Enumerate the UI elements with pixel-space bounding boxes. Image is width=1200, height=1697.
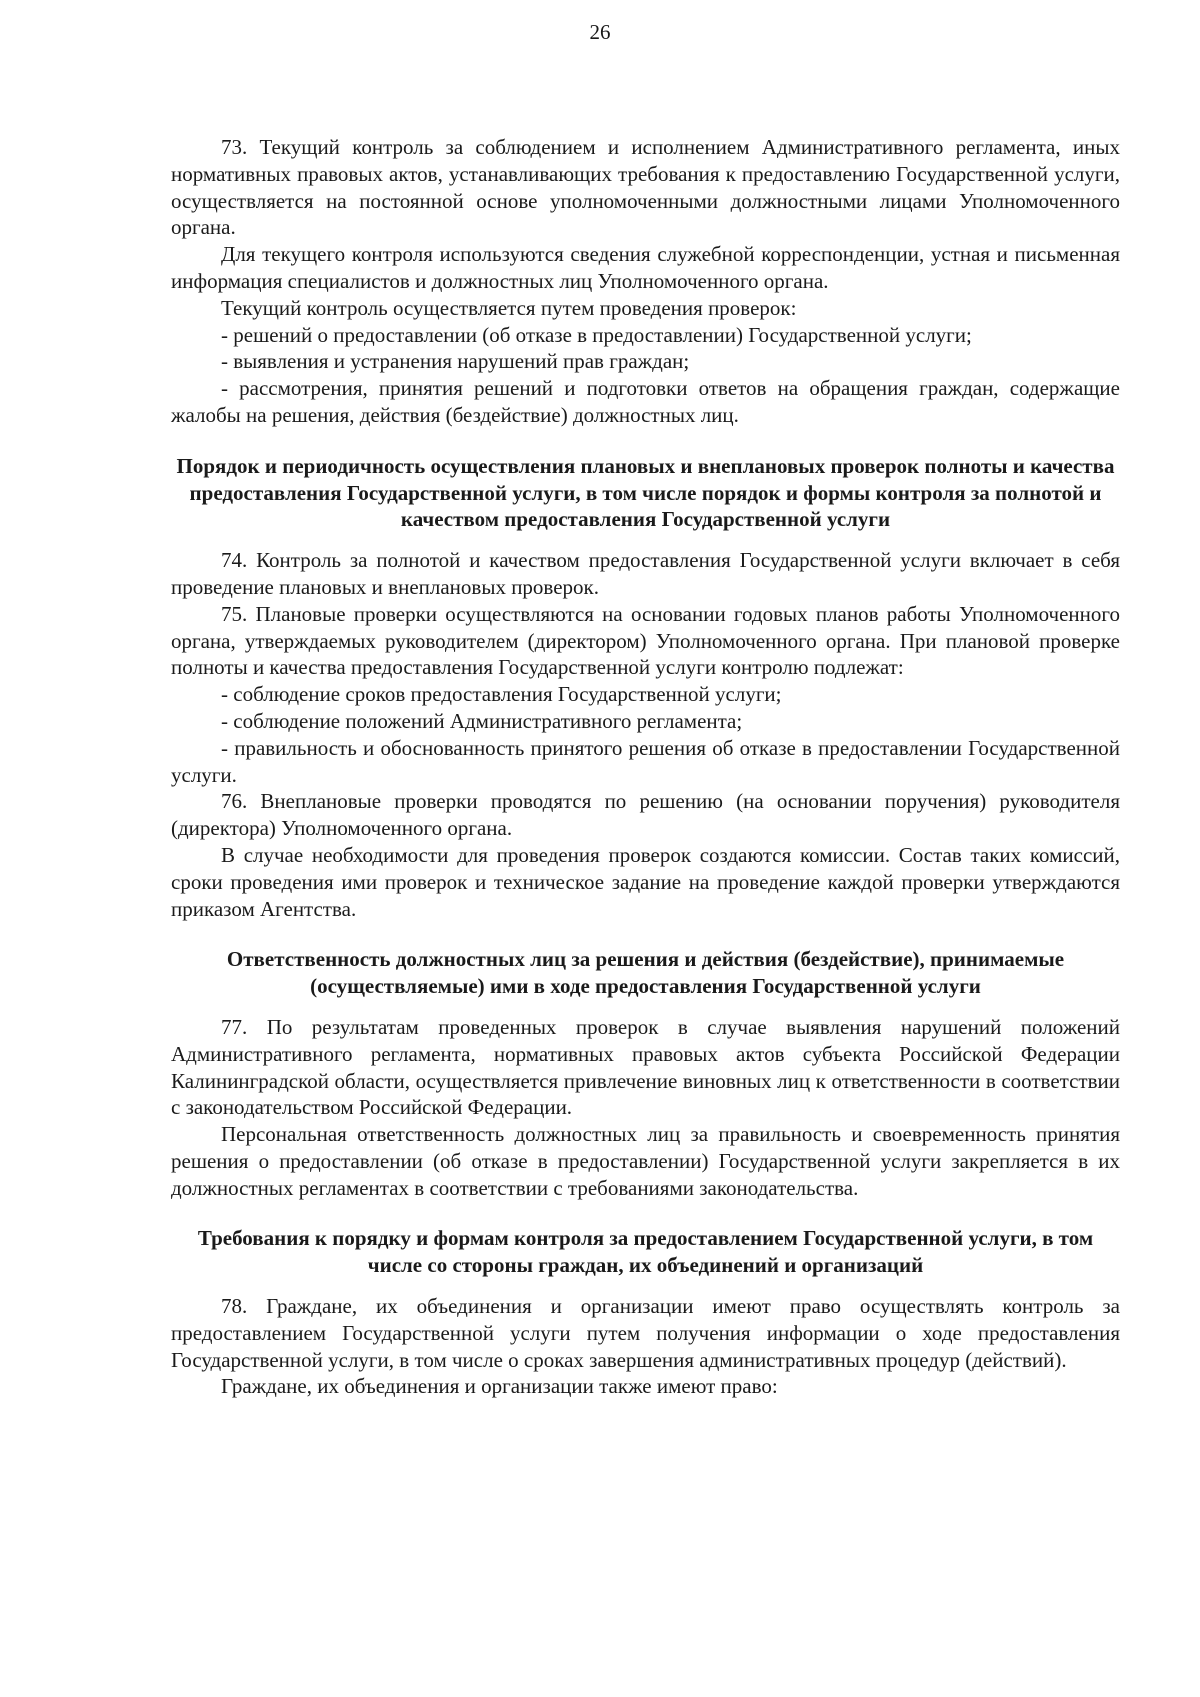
section-heading-control-requirements: Требования к порядку и формам контроля за предоставлением Государственной услуги, в том числе со стороны граждан, их объединений и организаций xyxy=(197,1226,1094,1278)
list-item: - соблюдение положений Административного регламента; xyxy=(221,708,743,733)
list-item: - выявления и устранения нарушений прав граждан; xyxy=(221,349,690,374)
paragraph-77: 77. По результатам проведенных проверок в случае выявления нарушений положений Административного регламента, нормативных правовых актов субъекта Российской Федерации Калининградской области, осуществляется привлечение виновных лиц к ответственности в соответствии с законодательством Российской Федерации. xyxy=(171,1014,1120,1120)
paragraph-73: 73. Текущий контроль за соблюдением и исполнением Административного регламента, иных нормативных правовых актов, устанавливающих требования к предоставлению Государственной услуги, осуществляется на постоянной основе уполномоченными должностными лицами Уполномоченного органа. xyxy=(171,135,1120,240)
paragraph-75: 75. Плановые проверки осуществляются на основании годовых планов работы Уполномоченного органа, утверждаемых руководителем (директором) Уполномоченного органа. При плановой проверке полноты и качества предоставления Государственной услуги контролю подлежат: xyxy=(171,601,1120,680)
list-item: - соблюдение сроков предоставления Государственной услуги; xyxy=(221,682,782,707)
paragraph-commissions: В случае необходимости для проведения проверок создаются комиссии. Состав таких комиссий, сроки проведения ими проверок и техническое задание на проведение каждой проверки утверждаются приказом Агентства. xyxy=(171,842,1120,921)
paragraph-current-control-sources: Для текущего контроля используются сведения служебной корреспонденции, устная и письменная информация специалистов и должностных лиц Уполномоченного органа. xyxy=(171,242,1120,293)
list-item: - решений о предоставлении (об отказе в предоставлении) Государственной услуги; xyxy=(221,322,972,347)
paragraph-current-control-method: Текущий контроль осуществляется путем проведения проверок: xyxy=(221,295,797,320)
section-heading-responsibility: Ответственность должностных лиц за решения и действия (бездействие), принимаемые (осуществляемые) ими в ходе предоставления Государственной услуги xyxy=(226,947,1065,999)
paragraph-76: 76. Внеплановые проверки проводятся по решению (на основании поручения) руководителя (директора) Уполномоченного органа. xyxy=(171,789,1120,841)
section-heading-inspections: Порядок и периодичность осуществления плановых и внеплановых проверок полноты и качества предоставления Государственной услуги, в том числе порядок и формы контроля за полнотой и качеством предоставления Государственной услуги xyxy=(176,453,1115,532)
list-item: - рассмотрения, принятия решений и подготовки ответов на обращения граждан, содержащие жалобы на решения, действия (бездействие) должностных лиц. xyxy=(171,376,1120,427)
paragraph-personal-responsibility: Персональная ответственность должностных лиц за правильность и своевременность принятия решения о предоставлении (об отказе в предоставлении) Государственной услуги закрепляется в их должностных регламентах в соответствии с требованиями законодательства. xyxy=(171,1122,1120,1200)
page-number: 26 xyxy=(589,20,611,44)
paragraph-citizens-rights: Граждане, их объединения и организации также имеют право: xyxy=(221,1374,778,1399)
paragraph-78: 78. Граждане, их объединения и организации имеют право осуществлять контроль за предоставлением Государственной услуги путем получения информации о ходе предоставления Государственной услуги, в том числе о сроках завершения административных процедур (действий). xyxy=(171,1294,1120,1372)
list-item: - правильность и обоснованность принятого решения об отказе в предоставлении Государственной услуги. xyxy=(171,735,1120,787)
document-body xyxy=(171,134,1120,1400)
paragraph-74: 74. Контроль за полнотой и качеством предоставления Государственной услуги включает в себя проведение плановых и внеплановых проверок. xyxy=(171,548,1120,599)
